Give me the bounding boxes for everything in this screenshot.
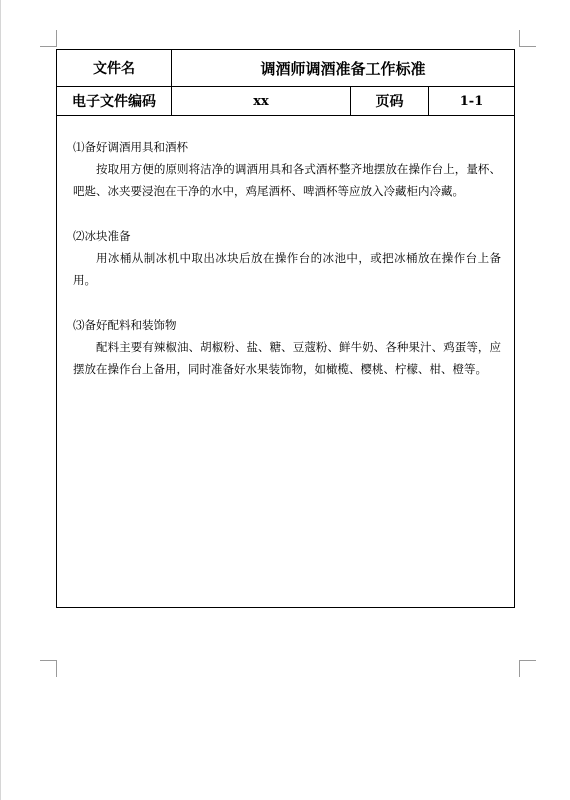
- page-left-edge: [0, 0, 1, 800]
- page-number-value: 1-1: [459, 93, 484, 109]
- crop-mark-bottom-right: [519, 660, 536, 677]
- section-text: 配料主要有辣椒油、胡椒粉、盐、糖、豆蔻粉、鲜牛奶、各种果汁、鸡蛋等，应摆放在操作台上备用，同时准备好水果装饰物，如橄榄、樱桃、柠檬、柑、橙等。: [73, 340, 501, 376]
- section-heading: ⑴备好调酒用具和酒杯: [73, 140, 188, 154]
- header-row-code: [57, 87, 514, 116]
- header-row-title: [57, 50, 514, 87]
- crop-mark-bottom-left: [40, 660, 57, 677]
- section-ice: [73, 225, 501, 291]
- document-body: [57, 116, 514, 403]
- crop-mark-top-left: [40, 30, 57, 47]
- page-number-label: 页码: [351, 87, 429, 115]
- file-code-value: xx: [172, 87, 351, 115]
- crop-mark-top-right: [519, 30, 536, 47]
- document-title: 调酒师调酒准备工作标准: [260, 59, 426, 78]
- section-text: 用冰桶从制冰机中取出冰块后放在操作台的冰池中，或把冰桶放在操作台上备用。: [73, 251, 501, 287]
- section-heading: ⑶备好配料和装饰物: [73, 318, 177, 332]
- file-name-label: 文件名: [57, 50, 172, 86]
- file-code-label: 电子文件编码: [57, 87, 172, 115]
- section-utensils: [73, 136, 501, 202]
- section-text: 按取用方便的原则将洁净的调酒用具和各式酒杯整齐地摆放在操作台上，量杯、吧匙、冰夹要浸泡在干净的水中，鸡尾酒杯、啤酒杯等应放入冷藏柜内冷藏。: [73, 162, 501, 198]
- document-table: [56, 49, 515, 608]
- section-garnish: [73, 314, 501, 380]
- section-heading: ⑵冰块准备: [73, 229, 131, 243]
